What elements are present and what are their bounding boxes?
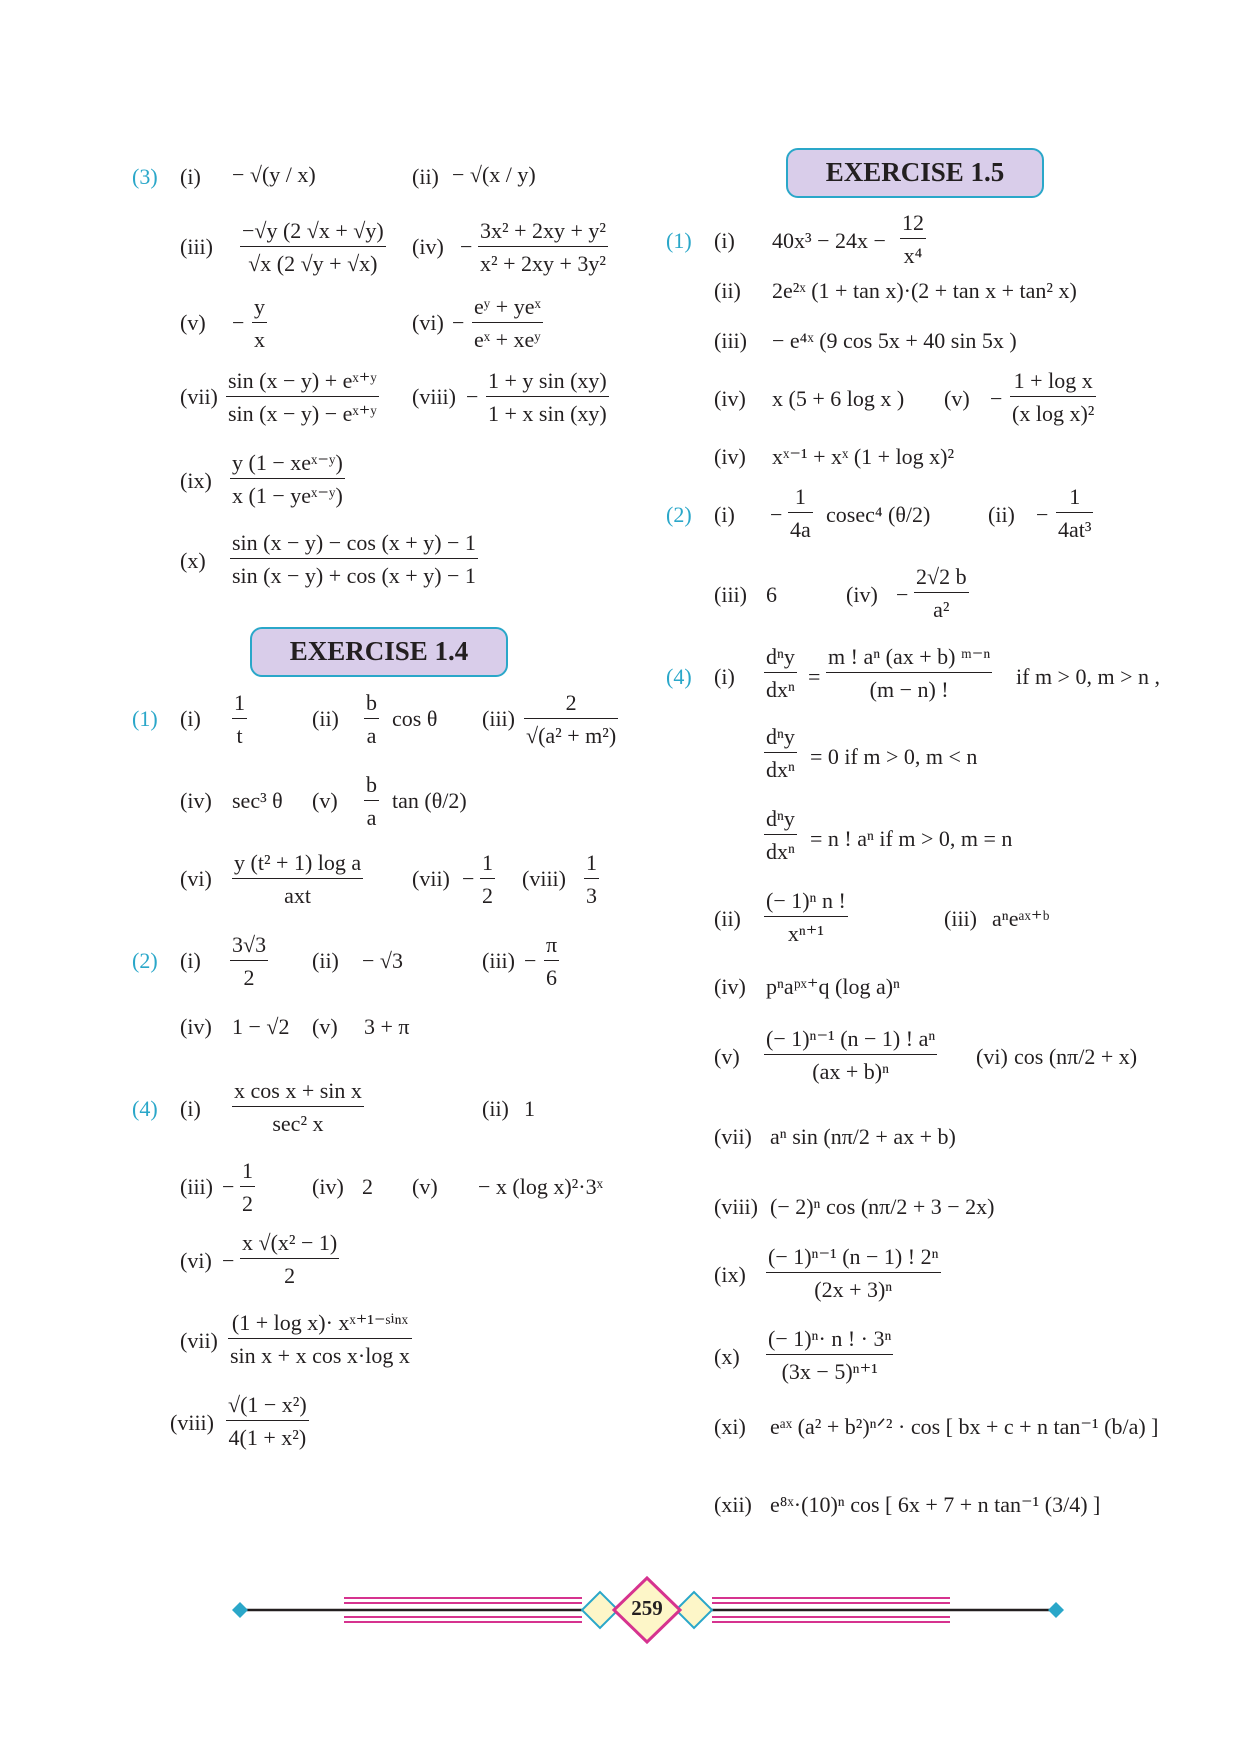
answer: xˣ⁻¹ + xˣ (1 + log x)²	[772, 444, 955, 469]
e4-q1-label: (1)	[132, 706, 158, 731]
part-label: (i)	[180, 1096, 201, 1121]
part-label: (x)	[714, 1344, 740, 1369]
part-label: (iv)	[412, 234, 444, 259]
equals-sign: =	[808, 664, 821, 689]
part-label: (ii)	[312, 706, 339, 731]
answer: − √(y / x)	[232, 162, 316, 187]
part-label: (i)	[180, 948, 201, 973]
answer: (− 2)ⁿ cos (nπ/2 + 3 − 2x)	[770, 1194, 995, 1219]
part-label: (iii)	[944, 906, 977, 931]
fraction: (− 1)ⁿ⁻¹ (n − 1) ! aⁿ (ax + b)ⁿ	[766, 1026, 936, 1085]
part-label: (ii)	[412, 164, 439, 189]
part-label: (iii)	[180, 234, 213, 259]
minus-sign: −	[524, 948, 537, 973]
part-label: (vii)	[412, 866, 450, 891]
answer: sec³ θ	[232, 788, 283, 813]
fraction: 1 + y sin (xy) 1 + x sin (xy)	[488, 368, 607, 427]
fraction: 1 3	[586, 850, 597, 909]
fraction: y x	[254, 294, 265, 353]
answer: cosec⁴ (θ/2)	[826, 502, 931, 527]
answer: − √(x / y)	[452, 162, 536, 187]
part-label: (i)	[714, 502, 735, 527]
part-label: (iv)	[714, 974, 746, 999]
exercise-1-5-heading: EXERCISE 1.5	[786, 148, 1044, 198]
minus-sign: −	[222, 1174, 235, 1199]
fraction: 1 4a	[790, 484, 811, 543]
q3-label: (3)	[132, 164, 158, 189]
part-label: (ix)	[714, 1262, 746, 1287]
answer: aⁿeᵃˣ⁺ᵇ	[992, 906, 1050, 931]
fraction: π 6	[546, 932, 558, 991]
fraction: (1 + log x)· xˣ⁺¹⁻ˢⁱⁿˣ sin x + x cos x·log x	[230, 1310, 410, 1369]
fraction: sin (x − y) − cos (x + y) − 1 sin (x − y) + cos (x + y) − 1	[232, 530, 476, 589]
fraction: (− 1)ⁿ n ! xⁿ⁺¹	[766, 888, 846, 947]
part-label: (viii)	[714, 1194, 758, 1219]
fraction: 2 √(a² + m²)	[526, 690, 617, 749]
fraction: (− 1)ⁿ⁻¹ (n − 1) ! 2ⁿ (2x + 3)ⁿ	[768, 1244, 939, 1303]
part-label: (v)	[312, 788, 338, 813]
fraction: dⁿy dxⁿ	[766, 724, 795, 783]
part-label: (iv)	[312, 1174, 344, 1199]
page-number: 259	[631, 1596, 663, 1620]
part-label: (i)	[180, 164, 201, 189]
e4-q4-label: (4)	[132, 1096, 158, 1121]
fraction: y (t² + 1) log a axt	[234, 850, 362, 909]
minus-sign: −	[770, 502, 783, 527]
part-label: (v)	[412, 1174, 438, 1199]
fraction: b a	[366, 690, 377, 749]
fraction: dⁿy dxⁿ	[766, 644, 795, 703]
answer: eᵃˣ (a² + b²)ⁿᐟ² · cos [ bx + c + n tan⁻¹ (b/a) ]	[770, 1414, 1159, 1439]
answer: 40x³ − 24x −	[772, 228, 886, 253]
answer: 2e²ˣ (1 + tan x)·(2 + tan x + tan² x)	[772, 278, 1077, 303]
fraction: eʸ + yeˣ eˣ + xeʸ	[474, 294, 541, 353]
part-label: (vi)	[976, 1044, 1008, 1069]
part-label: (v)	[944, 386, 970, 411]
part-label: (vii)	[180, 384, 218, 409]
fraction: sin (x − y) + eˣ⁺ʸ sin (x − y) − eˣ⁺ʸ	[228, 368, 377, 427]
part-label: (iii)	[714, 582, 747, 607]
minus-sign: −	[232, 310, 245, 335]
answer: 2	[362, 1174, 373, 1199]
minus-sign: −	[896, 582, 909, 607]
e5-q2-label: (2)	[666, 502, 692, 527]
minus-sign: −	[452, 310, 465, 335]
fraction: y (1 − xeˣ⁻ʸ) x (1 − yeˣ⁻ʸ)	[232, 450, 343, 509]
part-label: (iv)	[714, 444, 746, 469]
part-label: (ii)	[482, 1096, 509, 1121]
answer: − √3	[362, 948, 403, 973]
part-label: (vi)	[412, 310, 444, 335]
part-label: (vii)	[714, 1124, 752, 1149]
fraction: 2√2 b a²	[916, 564, 967, 623]
part-label: (ii)	[714, 278, 741, 303]
answer: − e⁴ˣ (9 cos 5x + 40 sin 5x )	[772, 328, 1017, 353]
fraction: x √(x² − 1) 2	[242, 1230, 338, 1289]
minus-sign: −	[460, 234, 473, 259]
part-label: (v)	[180, 310, 206, 335]
fraction: −√y (2 √x + √y) √x (2 √y + √x)	[242, 218, 384, 277]
fraction: m ! aⁿ (ax + b) ᵐ⁻ⁿ (m − n) !	[828, 644, 991, 703]
part-label: (x)	[180, 548, 206, 573]
part-label: (iv)	[714, 386, 746, 411]
part-label: (ii)	[988, 502, 1015, 527]
fraction: 1 4at³	[1058, 484, 1092, 543]
part-label: (v)	[714, 1044, 740, 1069]
part-label: (xii)	[714, 1492, 752, 1517]
fraction: 1 + log x (x log x)²	[1012, 368, 1095, 427]
answer: e⁸ˣ·(10)ⁿ cos [ 6x + 7 + n tan⁻¹ (3/4) ]	[770, 1492, 1101, 1517]
minus-sign: −	[1036, 502, 1049, 527]
fraction: 1 2	[242, 1158, 253, 1217]
fraction: (− 1)ⁿ· n ! · 3ⁿ (3x − 5)ⁿ⁺¹	[768, 1326, 892, 1385]
fraction: 3x² + 2xy + y² x² + 2xy + 3y²	[480, 218, 607, 277]
fraction: √(1 − x²) 4(1 + x²)	[228, 1392, 307, 1451]
answer: − x (log x)²·3ˣ	[478, 1174, 603, 1199]
part-label: (xi)	[714, 1414, 746, 1439]
part-label: (i)	[714, 664, 735, 689]
fraction: 12 x⁴	[902, 210, 924, 269]
condition: if m > 0, m > n ,	[1016, 664, 1160, 689]
footer-ornament	[0, 1570, 1241, 1650]
answer: x (5 + 6 log x )	[772, 386, 905, 411]
part-label: (viii)	[412, 384, 456, 409]
part-label: (v)	[312, 1014, 338, 1039]
part-label: (i)	[180, 706, 201, 731]
answer: 3 + π	[364, 1014, 410, 1039]
e5-q1-label: (1)	[666, 228, 692, 253]
fraction: 1 2	[482, 850, 493, 909]
page-footer	[0, 1570, 1241, 1650]
part-label: (viii)	[170, 1410, 214, 1435]
exercise-1-4-heading: EXERCISE 1.4	[250, 627, 508, 677]
e4-q2-label: (2)	[132, 948, 158, 973]
condition: = n ! aⁿ if m > 0, m = n	[810, 826, 1013, 851]
part-label: (vi)	[180, 1248, 212, 1273]
part-label: (iv)	[180, 788, 212, 813]
part-label: (iii)	[714, 328, 747, 353]
answer: tan (θ/2)	[392, 788, 467, 813]
e5-q4-label: (4)	[666, 664, 692, 689]
fraction: b a	[366, 772, 377, 831]
minus-sign: −	[990, 386, 1003, 411]
part-label: (vii)	[180, 1328, 218, 1353]
part-label: (ii)	[714, 906, 741, 931]
part-label: (iii)	[482, 706, 515, 731]
part-label: (ii)	[312, 948, 339, 973]
part-label: (iii)	[482, 948, 515, 973]
part-label: (iii)	[180, 1174, 213, 1199]
answer: 1 − √2	[232, 1014, 290, 1039]
answer: cos θ	[392, 706, 438, 731]
fraction: x cos x + sin x sec² x	[234, 1078, 362, 1137]
minus-sign: −	[466, 384, 479, 409]
minus-sign: −	[462, 866, 475, 891]
fraction: dⁿy dxⁿ	[766, 806, 795, 865]
answer: 1	[524, 1096, 535, 1121]
fraction: 3√3 2	[232, 932, 267, 991]
condition: = 0 if m > 0, m < n	[810, 744, 978, 769]
answer: aⁿ sin (nπ/2 + ax + b)	[770, 1124, 956, 1149]
part-label: (ix)	[180, 468, 212, 493]
answer: cos (nπ/2 + x)	[1014, 1044, 1138, 1069]
part-label: (viii)	[522, 866, 566, 891]
part-label: (i)	[714, 228, 735, 253]
answer: 6	[766, 582, 777, 607]
minus-sign: −	[222, 1248, 235, 1273]
answer: pⁿaᵖˣ⁺q (log a)ⁿ	[766, 974, 900, 999]
part-label: (vi)	[180, 866, 212, 891]
fraction: 1 t	[234, 690, 245, 749]
part-label: (iv)	[846, 582, 878, 607]
part-label: (iv)	[180, 1014, 212, 1039]
